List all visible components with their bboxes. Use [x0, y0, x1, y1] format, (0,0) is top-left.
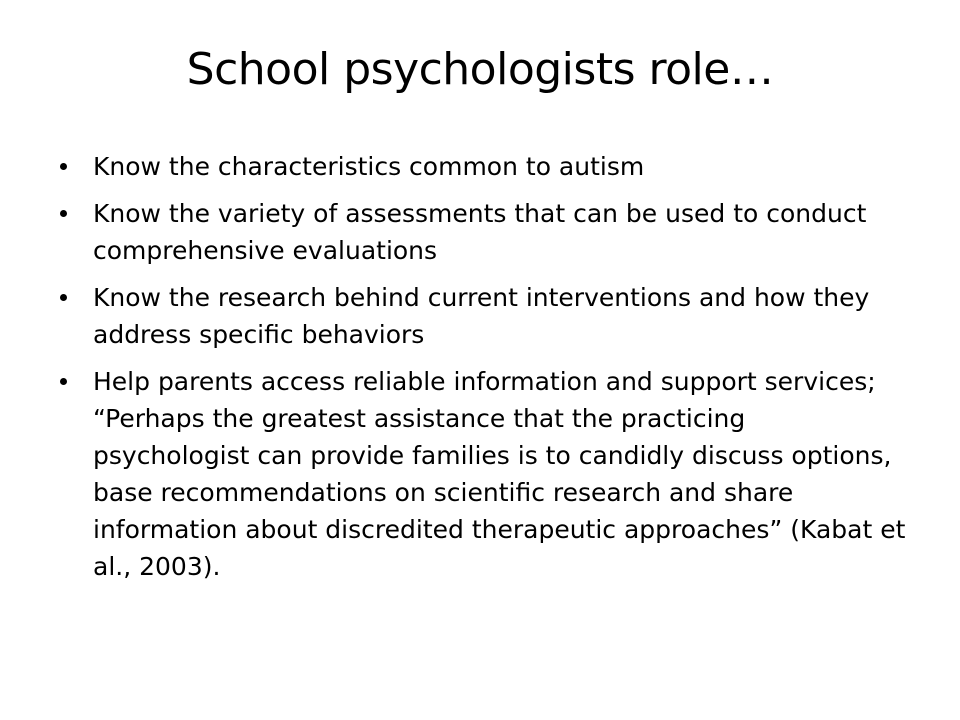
bullet-list — [56, 148, 908, 595]
bullet-dot-icon — [60, 294, 67, 301]
bullet-text: Know the characteristics common to autism — [93, 152, 645, 181]
bullet-dot-icon — [60, 378, 67, 385]
slide-title: School psychologists role… — [186, 44, 774, 95]
bullet-item — [56, 279, 908, 353]
bullet-item — [56, 363, 908, 585]
bullet-text: Help parents access reliable information and support services; “Perhaps the greatest assistance that the practicing psychologist can provide families is to candidly discuss options, base recommendations on scientific research and share information about discredited therapeutic approaches” (Kabat et al., 2003). — [93, 367, 906, 581]
bullet-text: Know the research behind current interventions and how they address specific behaviors — [93, 283, 870, 349]
bullet-item — [56, 195, 908, 269]
bullet-dot-icon — [60, 210, 67, 217]
bullet-text: Know the variety of assessments that can be used to conduct comprehensive evaluations — [93, 199, 867, 265]
bullet-item — [56, 148, 908, 185]
bullet-dot-icon — [60, 163, 67, 170]
